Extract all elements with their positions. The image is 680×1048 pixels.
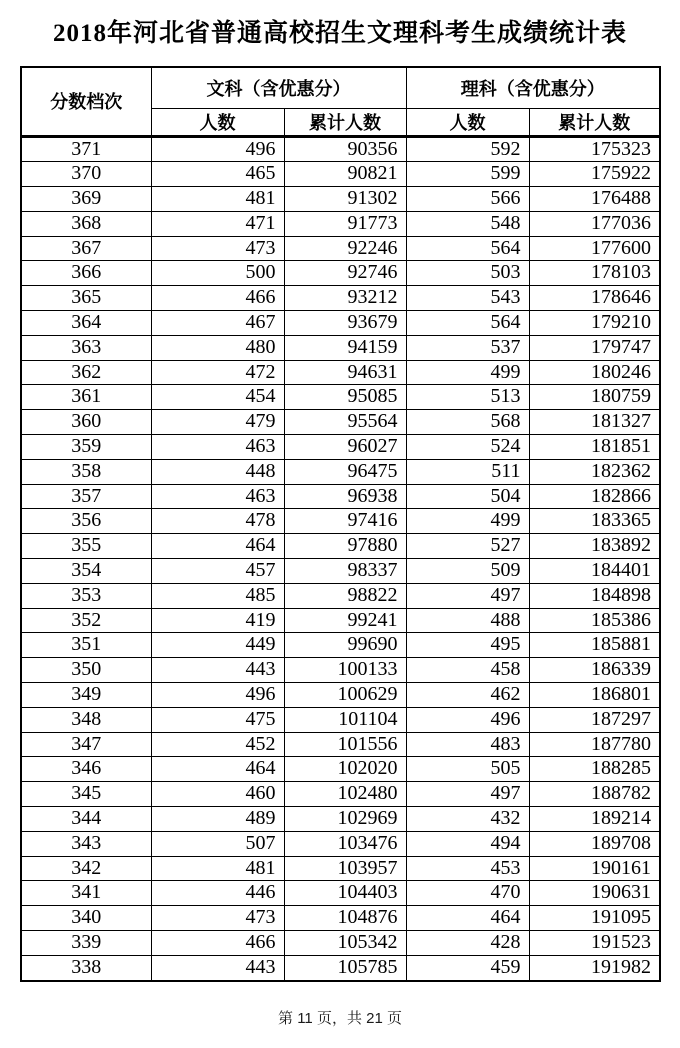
table-row [21,211,660,236]
liberal-count-cell: 481 [151,856,284,881]
liberal-count-cell: 496 [151,683,284,708]
score-band-cell: 338 [21,955,151,980]
score-band-cell: 355 [21,534,151,559]
header-liberal-arts-group: 文科（含优惠分） [151,67,406,108]
liberal-cumulative-cell: 97416 [284,509,406,534]
score-band-cell: 343 [21,831,151,856]
science-cumulative-cell: 186801 [529,683,660,708]
liberal-cumulative-cell: 101104 [284,707,406,732]
score-band-cell: 361 [21,385,151,410]
science-count-cell: 453 [406,856,529,881]
liberal-count-cell: 466 [151,931,284,956]
science-cumulative-cell: 186339 [529,658,660,683]
liberal-cumulative-cell: 92746 [284,261,406,286]
science-cumulative-cell: 191095 [529,906,660,931]
science-cumulative-cell: 181851 [529,435,660,460]
science-count-cell: 513 [406,385,529,410]
liberal-count-cell: 448 [151,459,284,484]
table-row [21,484,660,509]
liberal-cumulative-cell: 94631 [284,360,406,385]
liberal-cumulative-cell: 96938 [284,484,406,509]
score-band-cell: 363 [21,335,151,360]
table-row [21,261,660,286]
science-count-cell: 537 [406,335,529,360]
table-row [21,360,660,385]
liberal-count-cell: 480 [151,335,284,360]
science-count-cell: 495 [406,633,529,658]
liberal-count-cell: 473 [151,906,284,931]
liberal-count-cell: 443 [151,955,284,980]
science-cumulative-cell: 185386 [529,608,660,633]
science-count-cell: 592 [406,136,529,162]
table-row [21,782,660,807]
science-cumulative-cell: 190161 [529,856,660,881]
science-count-cell: 459 [406,955,529,980]
science-cumulative-cell: 178103 [529,261,660,286]
liberal-count-cell: 478 [151,509,284,534]
science-cumulative-cell: 191523 [529,931,660,956]
score-band-cell: 339 [21,931,151,956]
liberal-count-cell: 472 [151,360,284,385]
liberal-count-cell: 465 [151,162,284,187]
science-count-cell: 428 [406,931,529,956]
score-band-cell: 346 [21,757,151,782]
score-band-cell: 359 [21,435,151,460]
score-band-cell: 358 [21,459,151,484]
science-count-cell: 524 [406,435,529,460]
liberal-cumulative-cell: 102969 [284,807,406,832]
score-band-cell: 364 [21,311,151,336]
score-band-cell: 345 [21,782,151,807]
liberal-count-cell: 507 [151,831,284,856]
liberal-cumulative-cell: 100629 [284,683,406,708]
header-science-cumulative: 累计人数 [529,108,660,136]
liberal-cumulative-cell: 93679 [284,311,406,336]
score-band-cell: 347 [21,732,151,757]
science-count-cell: 543 [406,286,529,311]
science-count-cell: 499 [406,509,529,534]
liberal-cumulative-cell: 95085 [284,385,406,410]
table-row [21,236,660,261]
liberal-count-cell: 471 [151,211,284,236]
liberal-cumulative-cell: 93212 [284,286,406,311]
liberal-count-cell: 496 [151,136,284,162]
science-count-cell: 497 [406,782,529,807]
science-count-cell: 505 [406,757,529,782]
table-row [21,335,660,360]
science-count-cell: 511 [406,459,529,484]
header-liberal-cumulative: 累计人数 [284,108,406,136]
liberal-cumulative-cell: 91773 [284,211,406,236]
table-row [21,162,660,187]
table-row [21,658,660,683]
liberal-count-cell: 479 [151,410,284,435]
liberal-count-cell: 446 [151,881,284,906]
table-row [21,757,660,782]
table-header [21,67,660,136]
table-row [21,807,660,832]
liberal-cumulative-cell: 104876 [284,906,406,931]
liberal-count-cell: 500 [151,261,284,286]
liberal-cumulative-cell: 99241 [284,608,406,633]
liberal-count-cell: 449 [151,633,284,658]
liberal-cumulative-cell: 97880 [284,534,406,559]
liberal-count-cell: 454 [151,385,284,410]
liberal-cumulative-cell: 98337 [284,559,406,584]
score-band-cell: 353 [21,583,151,608]
score-band-cell: 369 [21,187,151,212]
header-science-group: 理科（含优惠分） [406,67,660,108]
liberal-count-cell: 457 [151,559,284,584]
table-row [21,707,660,732]
score-band-cell: 354 [21,559,151,584]
table-body [21,136,660,981]
liberal-cumulative-cell: 101556 [284,732,406,757]
liberal-cumulative-cell: 104403 [284,881,406,906]
science-count-cell: 488 [406,608,529,633]
science-count-cell: 432 [406,807,529,832]
table-row [21,955,660,980]
table-row [21,881,660,906]
liberal-cumulative-cell: 90821 [284,162,406,187]
science-cumulative-cell: 182866 [529,484,660,509]
science-cumulative-cell: 189214 [529,807,660,832]
liberal-cumulative-cell: 105342 [284,931,406,956]
liberal-count-cell: 475 [151,707,284,732]
science-cumulative-cell: 184401 [529,559,660,584]
score-band-cell: 357 [21,484,151,509]
table-row [21,410,660,435]
liberal-count-cell: 466 [151,286,284,311]
liberal-cumulative-cell: 90356 [284,136,406,162]
science-count-cell: 566 [406,187,529,212]
header-score-band: 分数档次 [21,67,151,136]
science-cumulative-cell: 182362 [529,459,660,484]
liberal-cumulative-cell: 102480 [284,782,406,807]
table-row [21,856,660,881]
score-band-cell: 371 [21,136,151,162]
science-cumulative-cell: 188285 [529,757,660,782]
science-cumulative-cell: 180246 [529,360,660,385]
science-count-cell: 497 [406,583,529,608]
liberal-cumulative-cell: 91302 [284,187,406,212]
score-band-cell: 352 [21,608,151,633]
score-band-cell: 341 [21,881,151,906]
science-count-cell: 462 [406,683,529,708]
score-band-cell: 340 [21,906,151,931]
table-row [21,286,660,311]
table-row [21,311,660,336]
score-band-cell: 342 [21,856,151,881]
liberal-count-cell: 481 [151,187,284,212]
liberal-cumulative-cell: 92246 [284,236,406,261]
science-cumulative-cell: 178646 [529,286,660,311]
table-row [21,583,660,608]
score-band-cell: 367 [21,236,151,261]
score-band-cell: 350 [21,658,151,683]
score-band-cell: 349 [21,683,151,708]
liberal-cumulative-cell: 95564 [284,410,406,435]
liberal-cumulative-cell: 100133 [284,658,406,683]
table-row [21,931,660,956]
liberal-cumulative-cell: 96027 [284,435,406,460]
liberal-cumulative-cell: 99690 [284,633,406,658]
liberal-count-cell: 463 [151,435,284,460]
science-count-cell: 499 [406,360,529,385]
score-band-cell: 366 [21,261,151,286]
science-count-cell: 503 [406,261,529,286]
score-band-cell: 344 [21,807,151,832]
liberal-cumulative-cell: 103957 [284,856,406,881]
liberal-count-cell: 467 [151,311,284,336]
page-footer [0,1007,680,1028]
page-number: 第 11 页，共 21 页 [278,1010,402,1027]
science-count-cell: 509 [406,559,529,584]
header-group-row [21,67,660,108]
science-cumulative-cell: 189708 [529,831,660,856]
science-count-cell: 483 [406,732,529,757]
score-band-cell: 368 [21,211,151,236]
science-cumulative-cell: 176488 [529,187,660,212]
science-cumulative-cell: 179747 [529,335,660,360]
liberal-cumulative-cell: 103476 [284,831,406,856]
liberal-cumulative-cell: 102020 [284,757,406,782]
liberal-cumulative-cell: 94159 [284,335,406,360]
science-count-cell: 470 [406,881,529,906]
science-count-cell: 548 [406,211,529,236]
table-row [21,435,660,460]
science-cumulative-cell: 184898 [529,583,660,608]
science-cumulative-cell: 191982 [529,955,660,980]
score-band-cell: 370 [21,162,151,187]
table-row [21,136,660,162]
science-count-cell: 504 [406,484,529,509]
science-cumulative-cell: 180759 [529,385,660,410]
science-cumulative-cell: 185881 [529,633,660,658]
science-cumulative-cell: 183365 [529,509,660,534]
science-cumulative-cell: 188782 [529,782,660,807]
liberal-count-cell: 443 [151,658,284,683]
liberal-count-cell: 485 [151,583,284,608]
science-count-cell: 564 [406,311,529,336]
liberal-count-cell: 452 [151,732,284,757]
liberal-count-cell: 489 [151,807,284,832]
table-row [21,906,660,931]
science-cumulative-cell: 187297 [529,707,660,732]
liberal-count-cell: 460 [151,782,284,807]
liberal-count-cell: 464 [151,757,284,782]
score-statistics-table [20,66,661,982]
score-band-cell: 360 [21,410,151,435]
science-cumulative-cell: 187780 [529,732,660,757]
header-liberal-count: 人数 [151,108,284,136]
liberal-cumulative-cell: 98822 [284,583,406,608]
science-count-cell: 494 [406,831,529,856]
liberal-cumulative-cell: 105785 [284,955,406,980]
table-row [21,559,660,584]
table-row [21,385,660,410]
science-cumulative-cell: 190631 [529,881,660,906]
table-row [21,187,660,212]
table-row [21,608,660,633]
liberal-cumulative-cell: 96475 [284,459,406,484]
science-cumulative-cell: 181327 [529,410,660,435]
science-cumulative-cell: 183892 [529,534,660,559]
liberal-count-cell: 464 [151,534,284,559]
science-count-cell: 464 [406,906,529,931]
science-cumulative-cell: 177036 [529,211,660,236]
table-row [21,534,660,559]
liberal-count-cell: 473 [151,236,284,261]
table-row [21,459,660,484]
score-band-cell: 351 [21,633,151,658]
science-count-cell: 527 [406,534,529,559]
science-cumulative-cell: 175922 [529,162,660,187]
table-row [21,732,660,757]
table-row [21,633,660,658]
science-count-cell: 599 [406,162,529,187]
science-cumulative-cell: 177600 [529,236,660,261]
liberal-count-cell: 419 [151,608,284,633]
header-science-count: 人数 [406,108,529,136]
page-title: 2018年河北省普通高校招生文理科考生成绩统计表 [52,20,627,47]
science-count-cell: 564 [406,236,529,261]
science-cumulative-cell: 179210 [529,311,660,336]
score-band-cell: 365 [21,286,151,311]
table-row [21,831,660,856]
score-band-cell: 356 [21,509,151,534]
science-count-cell: 496 [406,707,529,732]
score-band-cell: 362 [21,360,151,385]
liberal-count-cell: 463 [151,484,284,509]
science-count-cell: 568 [406,410,529,435]
science-cumulative-cell: 175323 [529,136,660,162]
science-count-cell: 458 [406,658,529,683]
table-row [21,683,660,708]
score-band-cell: 348 [21,707,151,732]
table-row [21,509,660,534]
